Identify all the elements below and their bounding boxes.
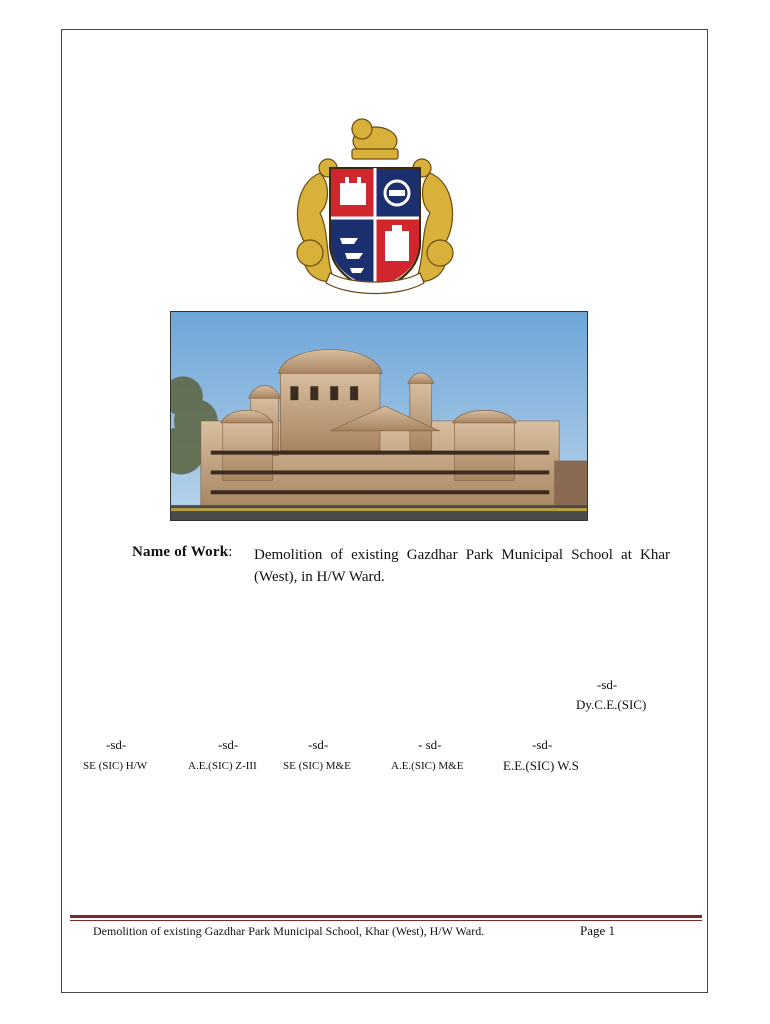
role-se-hw: SE (SIC) H/W <box>83 760 148 772</box>
work-description: Demolition of existing Gazdhar Park Municipal School at Khar (West), in H/W Ward. <box>254 547 670 585</box>
role-ae-z3: A.E.(SIC) Z-III <box>188 760 257 772</box>
page-number: Page 1 <box>580 923 616 938</box>
signature-ee-ws: -sd- <box>532 737 553 752</box>
municipal-crest-logo <box>290 113 460 298</box>
signature-se-hw: -sd- <box>106 737 127 752</box>
role-ae-me: A.E.(SIC) M&E <box>391 760 464 772</box>
municipal-building-photo <box>170 311 588 521</box>
lion-crest-top <box>352 119 398 159</box>
footer-rule-thin <box>70 920 702 921</box>
footer-rule <box>70 915 702 918</box>
work-label-text: Name of Work <box>132 544 229 560</box>
work-label <box>132 544 233 561</box>
footer-title: Demolition of existing Gazdhar Park Municipal School, Khar (West), H/W Ward. <box>93 924 485 938</box>
signature-dy-ce: -sd- <box>597 677 618 692</box>
role-se-me: SE (SIC) M&E <box>283 760 351 772</box>
signature-ae-z3: -sd- <box>218 737 239 752</box>
signature-ae-me: - sd- <box>418 737 442 752</box>
role-ee-ws: E.E.(SIC) W.S <box>503 758 579 773</box>
role-dy-ce: Dy.C.E.(SIC) <box>576 697 647 712</box>
work-label-colon: : <box>228 544 233 560</box>
signature-se-me: -sd- <box>308 737 329 752</box>
